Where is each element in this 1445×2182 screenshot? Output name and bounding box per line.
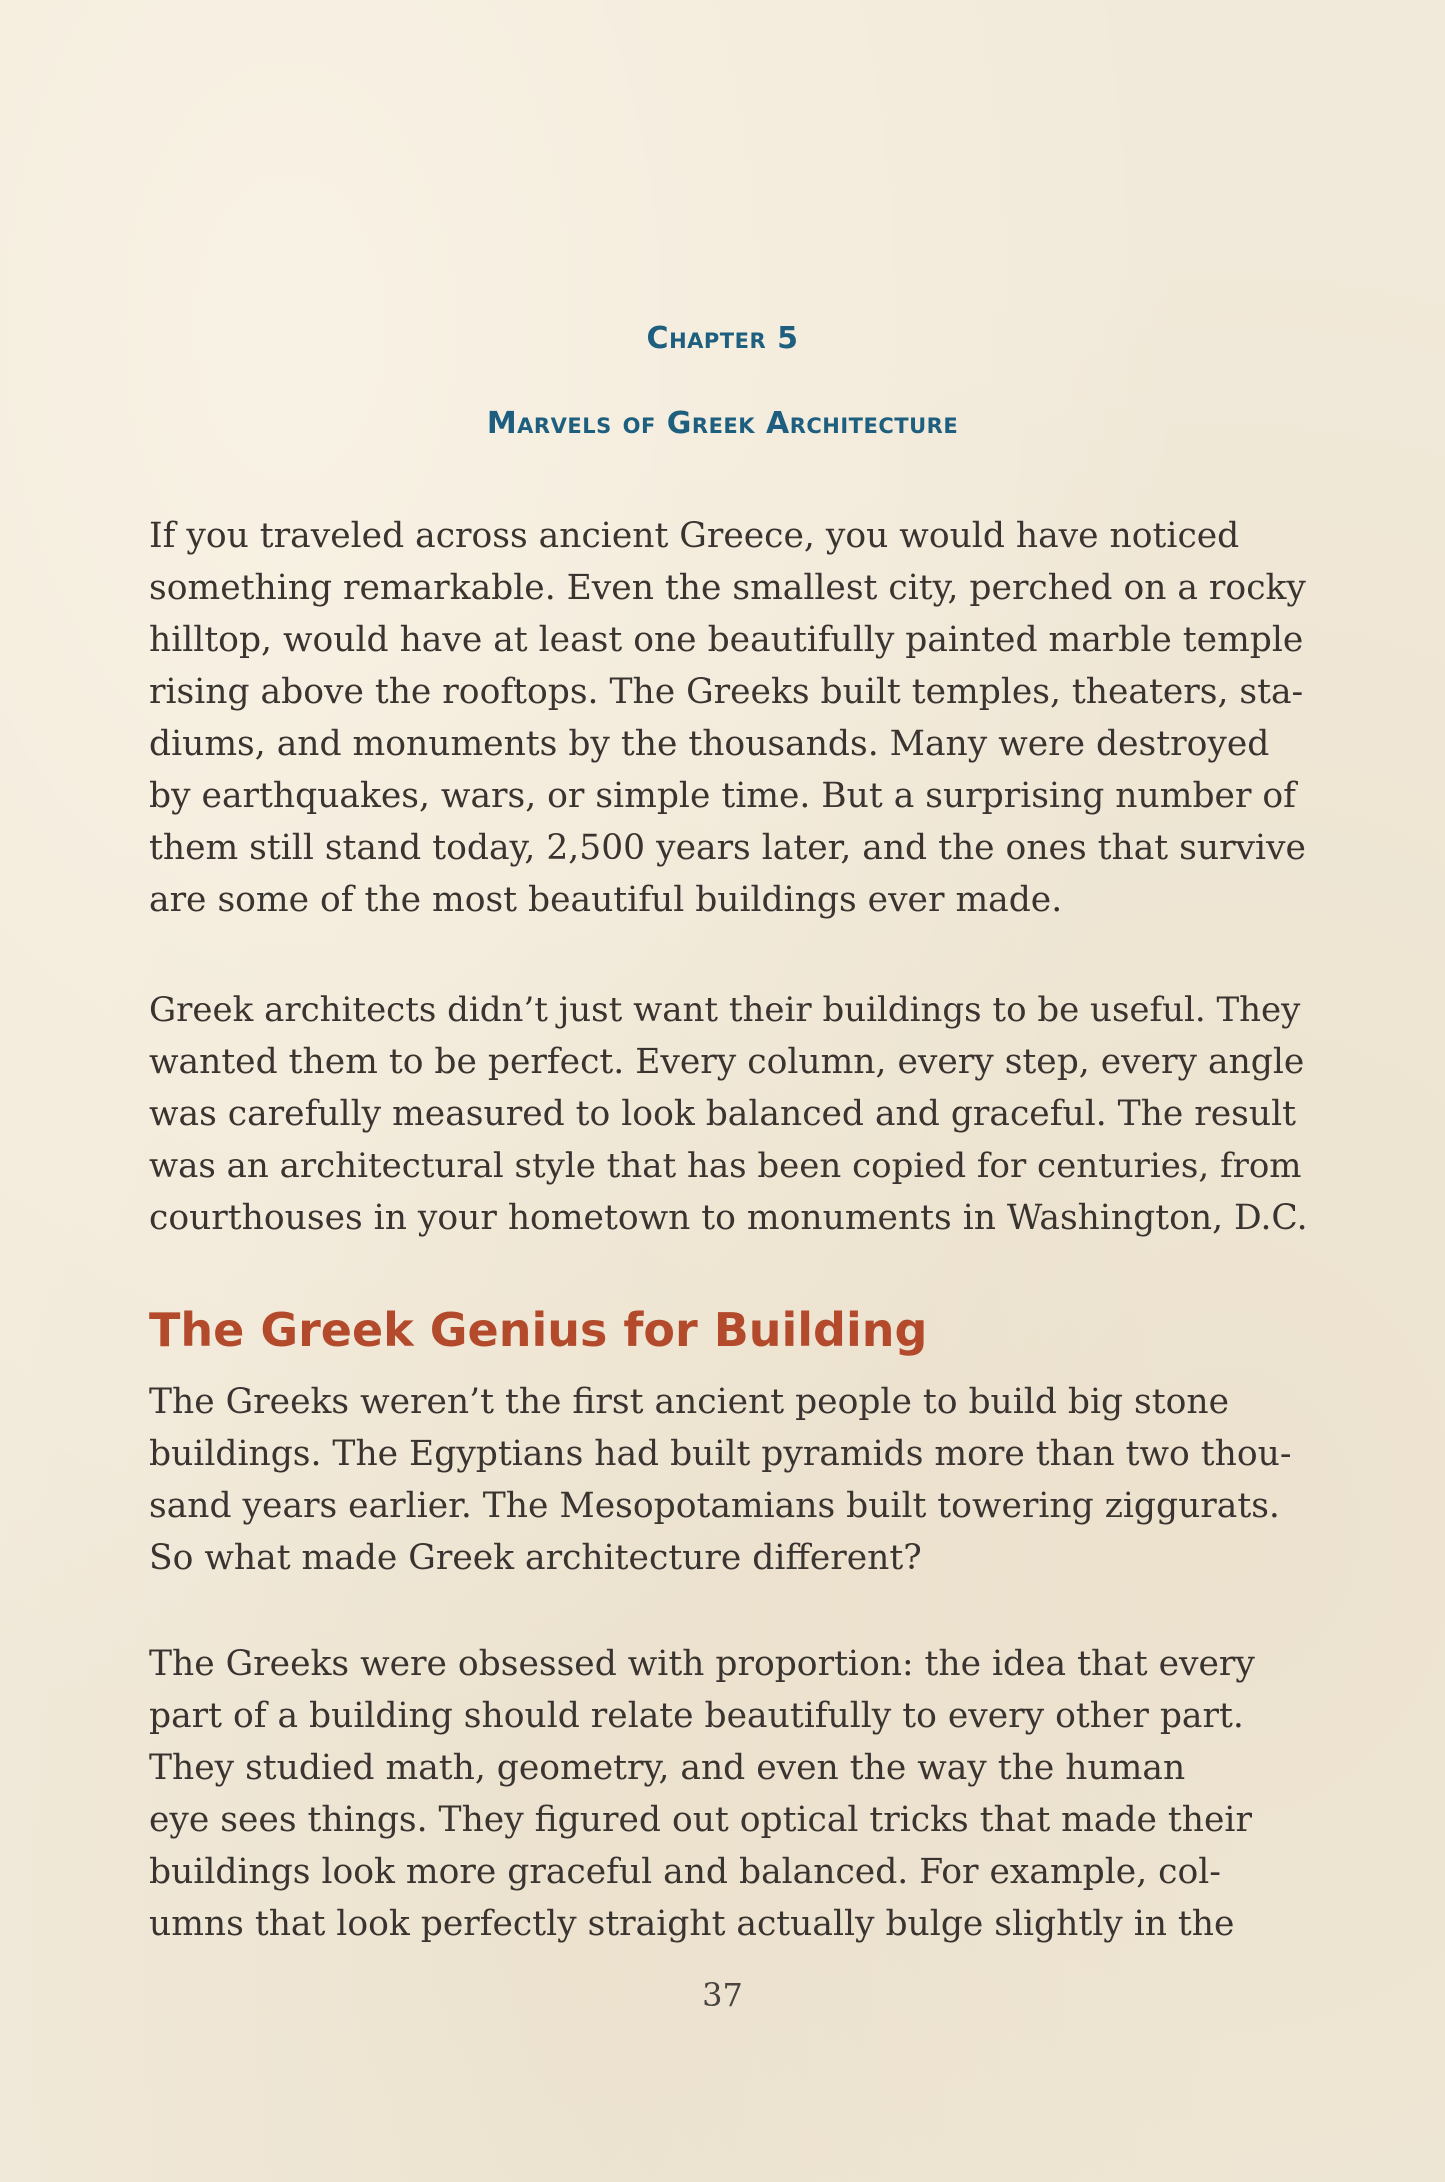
text-line: are some of the most beautiful buildings ever made. <box>149 880 1063 920</box>
text-line: eye sees things. They figured out optical tricks that made their <box>149 1800 1252 1840</box>
text-line: courthouses in your hometown to monuments in Washington, D.C. <box>149 1198 1308 1238</box>
paragraph-intro <box>149 510 1306 926</box>
text-line: them still stand today, 2,500 years later, and the ones that survive <box>149 828 1306 868</box>
text-line: So what made Greek architecture different? <box>149 1538 922 1578</box>
text-line: rising above the rooftops. The Greeks built temples, theaters, sta- <box>149 672 1304 712</box>
text-line: wanted them to be perfect. Every column, every step, every angle <box>149 1042 1305 1082</box>
chapter-number: Chapter 5 <box>646 321 799 356</box>
text-line: part of a building should relate beautifully to every other part. <box>149 1696 1244 1736</box>
paragraph-proportion <box>149 1638 1299 1950</box>
text-line: buildings. The Egyptians had built pyramids more than two thou- <box>149 1434 1292 1474</box>
text-line: umns that look perfectly straight actually bulge slightly in the <box>149 1904 1235 1944</box>
text-line: was an architectural style that has been copied for centuries, from <box>149 1146 1302 1186</box>
chapter-heading <box>0 300 1445 464</box>
text-line: by earthquakes, wars, or simple time. But a surprising number of <box>149 776 1296 816</box>
text-line: something remarkable. Even the smallest city, perched on a rocky <box>149 568 1306 608</box>
text-line: They studied math, geometry, and even the way the human <box>149 1748 1186 1788</box>
text-line: hilltop, would have at least one beautifully painted marble temple <box>149 620 1304 660</box>
paragraph-architects <box>149 984 1308 1244</box>
text-line: buildings look more graceful and balanced. For example, col- <box>149 1852 1221 1892</box>
chapter-title: Marvels of Greek Architecture <box>486 406 959 441</box>
text-line: The Greeks were obsessed with proportion: the idea that every <box>149 1644 1255 1684</box>
page-number: 37 <box>702 1976 743 2014</box>
text-line: was carefully measured to look balanced and graceful. The result <box>149 1094 1297 1134</box>
text-line: Greek architects didn’t just want their buildings to be useful. They <box>149 990 1301 1030</box>
section-heading: The Greek Genius for Building <box>149 1303 928 1357</box>
paragraph-first-builders <box>149 1376 1299 1584</box>
text-line: sand years earlier. The Mesopotamians built towering ziggurats. <box>149 1486 1280 1526</box>
text-line: The Greeks weren’t the first ancient people to build big stone <box>149 1382 1230 1422</box>
text-line: If you traveled across ancient Greece, you would have noticed <box>149 516 1240 556</box>
text-line: diums, and monuments by the thousands. Many were destroyed <box>149 724 1270 764</box>
